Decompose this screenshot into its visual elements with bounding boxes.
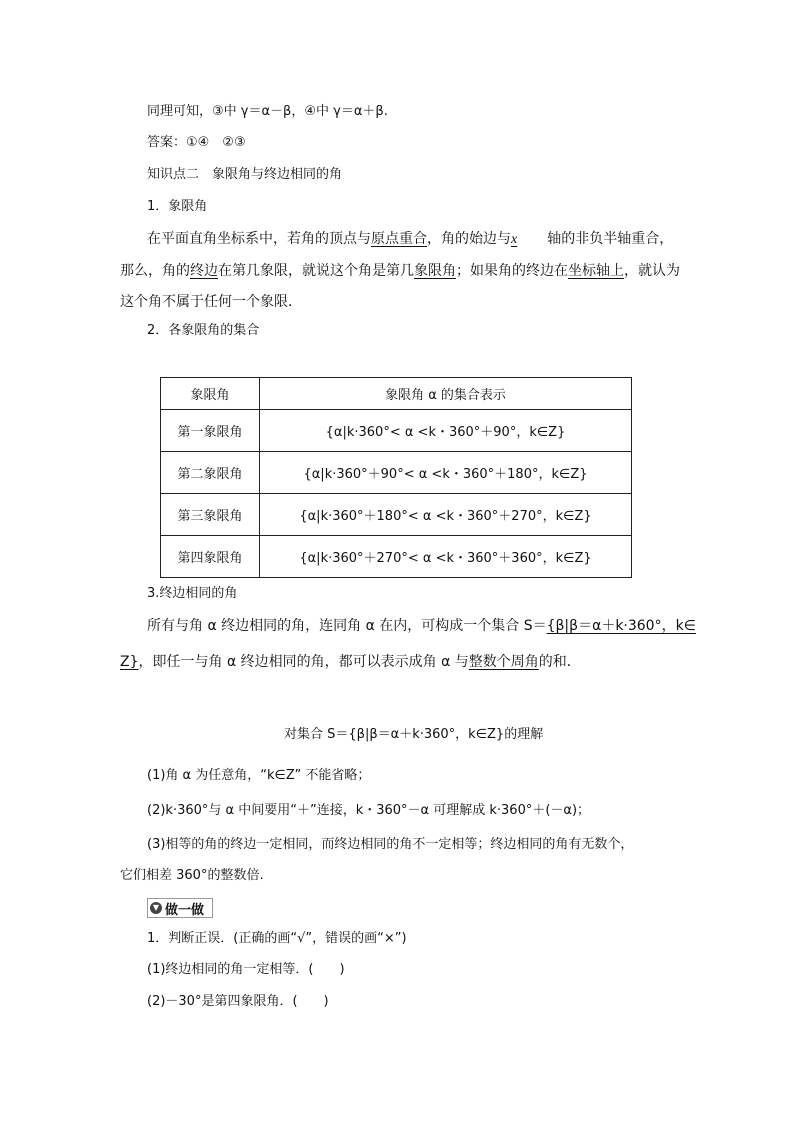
paragraph-line — [147, 229, 673, 250]
section-heading: 知识点二 象限角与终边相同的角 — [147, 167, 343, 182]
note-item: 它们相差 360°的整数倍. — [120, 868, 264, 883]
paragraph-line — [120, 261, 680, 281]
table-row — [161, 452, 632, 494]
underlined-term: 象限角 — [414, 263, 456, 279]
line-conclusion: 同理可知，③中 γ＝α－β，④中 γ＝α＋β. — [147, 104, 388, 119]
table-cell: 第三象限角 — [161, 494, 260, 536]
paragraph-line: 这个角不属于任何一个象限． — [120, 294, 302, 310]
practice-badge — [147, 898, 213, 918]
text: ，即任一与角 α 终边相同的角，都可以表示成角 α 与 — [138, 654, 469, 670]
paragraph-line — [120, 652, 581, 672]
table-cell: {α|k·360°＋270°< α <k・360°＋360°，k∈Z} — [260, 536, 632, 578]
subheading-quadrant-sets: 2．各象限角的集合 — [147, 323, 260, 338]
question-prompt: 1．判断正误．(正确的画“√”，错误的画“×”) — [147, 931, 407, 946]
note-item: (2)k·360°与 α 中间要用“＋”连接，k・360°－α 可理解成 k·360°＋(－α)； — [147, 803, 591, 818]
text: 的和． — [538, 654, 581, 670]
table-cell: {α|k·360°< α <k・360°＋90°，k∈Z} — [260, 410, 632, 452]
table-cell: {α|k·360°＋90°< α <k・360°＋180°，k∈Z} — [260, 452, 632, 494]
table-cell: 第四象限角 — [161, 536, 260, 578]
line-answer: 答案：①④ ②③ — [147, 135, 246, 150]
badge-label: 做一做 — [165, 902, 205, 918]
underlined-term: 坐标轴上 — [568, 263, 624, 279]
text: 轴的非负半轴重合， — [547, 231, 674, 247]
underlined-term: Z} — [120, 654, 139, 670]
text: 所有与角 α 终边相同的角，连同角 α 在内，可构成一个集合 S＝ — [147, 618, 547, 634]
table-row — [161, 494, 632, 536]
question-item: (1)终边相同的角一定相等．( ) — [147, 962, 345, 977]
text: 那么，角的 — [120, 263, 190, 279]
question-item: (2)－30°是第四象限角．( ) — [147, 994, 329, 1009]
text: ，就认为 — [624, 263, 680, 279]
text: ；如果角的终边在 — [456, 263, 568, 279]
underlined-term: 终边 — [190, 263, 218, 279]
underlined-term: x — [511, 232, 518, 247]
table-cell: 第一象限角 — [161, 410, 260, 452]
table-row — [161, 536, 632, 578]
text: 在第几象限，就说这个角是第几 — [218, 263, 414, 279]
underlined-term: 原点重合 — [371, 231, 427, 247]
table-cell: 第二象限角 — [161, 452, 260, 494]
table-row — [161, 410, 632, 452]
paragraph-line — [147, 616, 696, 636]
text: ，角的始边与 — [427, 231, 511, 247]
subheading-coterminal: 3.终边相同的角 — [147, 586, 238, 601]
underlined-term: {β|β＝α＋k·360°，k∈ — [546, 618, 696, 634]
table-header-cell: 象限角 α 的集合表示 — [260, 378, 632, 410]
table-header-row — [161, 378, 632, 410]
text: 在平面直角坐标系中，若角的顶点与 — [147, 231, 371, 247]
subheading-quadrant-angle: 1．象限角 — [147, 199, 208, 214]
table-cell: {α|k·360°＋180°< α <k・360°＋270°，k∈Z} — [260, 494, 632, 536]
note-item: (3)相等的角的终边一定相同，而终边相同的角不一定相等；终边相同的角有无数个， — [147, 837, 634, 852]
underlined-term: 整数个周角 — [468, 654, 539, 670]
chevron-down-icon: ▼ — [150, 902, 162, 914]
quadrant-angle-table — [160, 377, 632, 578]
table-header-cell: 象限角 — [161, 378, 260, 410]
note-title: 对集合 S＝{β|β＝α＋k·360°，k∈Z}的理解 — [284, 727, 544, 742]
note-item: (1)角 α 为任意角，“k∈Z” 不能省略； — [147, 768, 371, 783]
